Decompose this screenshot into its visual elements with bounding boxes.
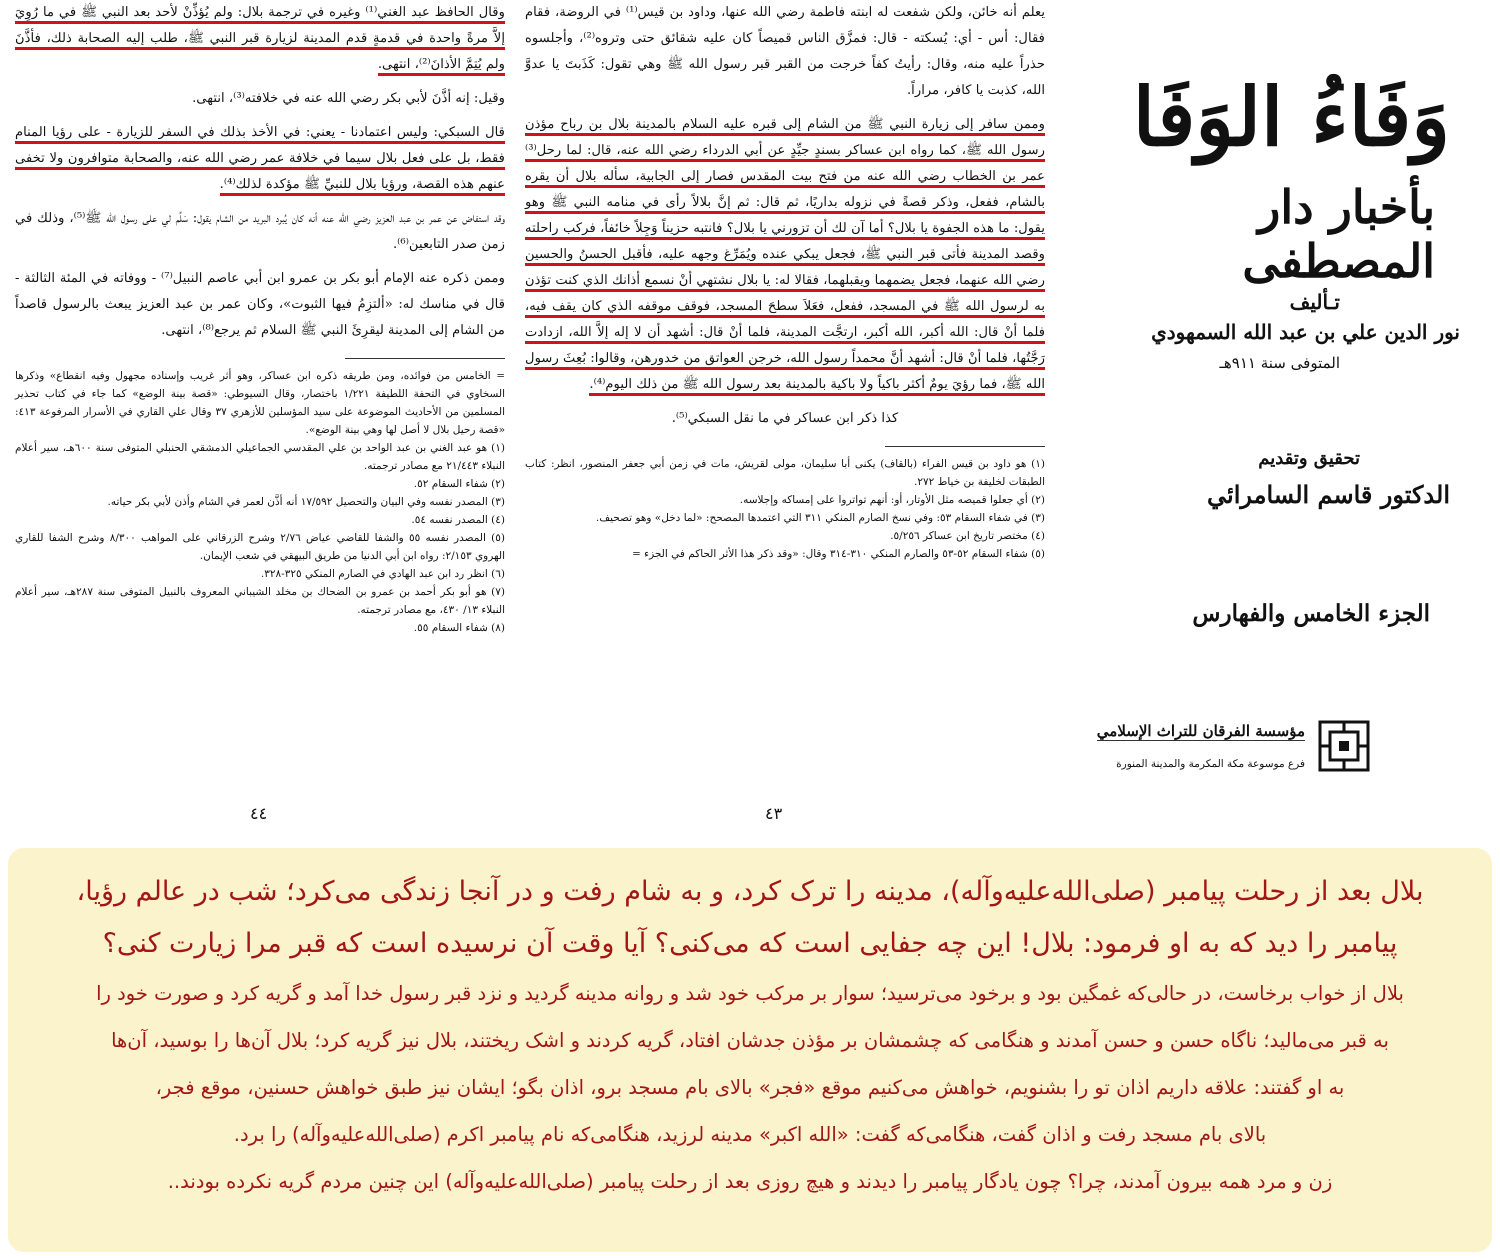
footnote: (٥) شفاء السقام ٥٢-٥٣ والصارم المنكي ٣١٠-٣١٤ وقال: «وقد ذكر هذا الأثر الحاكم في الجزء = [632,548,1045,560]
cover-subtitle: بأخبار دار المصطفى [1242,180,1435,288]
cover-title: وَفَاءُ الوَفَا [1132,70,1450,164]
paragraph-bilal-story: وممن سافر إلى زيارة النبي ﷺ من الشام إلى قبره عليه السلام بالمدينة بلال بن رباح مؤذن رسول الله ﷺ، كما رواه ابن عساكر بسندٍ جيِّدٍ عن أبي الدرداء رضي الله عنه، قال: لما رحل⁽³⁾ عمر بن الخطاب رضي الله عنه من فتح بيت المقدس فصار إلى الجابية، سأله بلال أن يقره بالشام، ففعل، وذكر قصةً في نزوله بداريًا، ثم قال: ثم إنَّ بلالاً رأى في منامه النبي ﷺ وهو يقول: ما هذه الجفوة يا بلال؟ أما آن لك أن تزورني يا بلال؟ فانتبه حزيناً وَجِلاً خائفاً، فركب راحلته وقصد المدينة فأتى قبر النبي ﷺ، فجعل يبكي عنده ويُمَرِّغ وجهه عليه، فأقبل الحسنُ والحسين رضي الله عنهما، فجعل يضمهما ويقبلهما، فقالا له: يا بلال نشتهي أنْ نسمع أذانك الذي كنت تؤذن به لرسول الله ﷺ في المسجد، ففعل، فعَلاَ سطحَ المسجد، فوقف موقفه الذي كان يقف فيه، فلما أنْ قال: الله أكبر، الله أكبر، ارتجَّت المدينة، فلما أنْ قال: أشهد أن لا إله إلاَّ الله، ازدادت رَجَّتُها، فلما أنْ قال: أشهد أنَّ محمداً رسول الله، خرجن العواتق من خدورهن، وقالوا: بُعِثَ رسول الله ﷺ، فما رؤيَ يومٌ أكثر باكياً ولا باكية بالمدينة بعد رسول الله ﷺ من ذلك اليوم⁽⁴⁾. [525,112,1045,398]
translation-line: به او گفتند: علاقه داریم اذان تو را بشنویم، خواهش می‌کنیم موقع «فجر» بالای بام مسجد برو، اذان بگو؛ ایشان نیز طبق خواهش حسنین، موقع فجر، [155,1076,1345,1099]
footnote: (٤) مختصر تاريخ ابن عساكر ٥/٢٥٦. [890,530,1045,542]
translation-line: بلال بعد از رحلت پیامبر (صلی‌الله‌علیه‌وآله)، مدینه را ترک کرد، و به شام رفت و در آنجا زندگی می‌کرد؛ شب در عالم رؤیا، [76,876,1424,907]
paragraph-umar-abdulaziz: وقد استفاض عن عمر بن عبد العزيز رضي الله عنه أنه كان يُبرد البريد من الشام يقول: سَلِّم لي على رسول الله ﷺ⁽⁵⁾، وذلك في زمن صدر التابعين⁽⁶⁾. [15,211,505,252]
paragraph-subki: قال السبكي: وليس اعتمادنا - يعني: في الأخذ بذلك في السفر للزيارة - على رؤيا المنام فقط، بل على فعل بلال سيما في خلافة عمر رضي الله عنه، والصحابة متوافرون ولا تخفى عنهم هذه القصة، ورؤيا بلال للنبيِّ ﷺ مؤكدة لذلك⁽⁴⁾. [15,120,505,198]
footnote: (٣) في شفاء السقام ٥٣: وفي نسخ الصارم المنكي ٣١١ التي اعتمدها المصحح: «لما دخل» وهو تصحيف. [595,512,1045,524]
paragraph-abdulghani: وقال الحافظ عبد الغني⁽¹⁾ وغيره في ترجمة بلال: ولم يُؤذِّنْ لأحد بعد النبي ﷺ في ما رُوِيَ إلاَّ مرةً واحدة في قدمةٍ قدم المدينة لزيارة قبر النبي ﷺ، طلب إليه الصحابة ذلك، فأذَّنَ ولم يُتِمَّ الأذانَ⁽²⁾، انتهى. [15,0,505,78]
editor-label: تحقيق وتقديم [1258,448,1360,469]
footnote: (٨) شفاء السقام ٥٥. [413,622,505,634]
book-cover [1060,0,1490,840]
editor-name: الدكتور قاسم السامرائي [1207,480,1450,509]
paragraph-abubakr: وقيل: إنه أذَّنَ لأبي بكر رضي الله عنه في خلافته⁽³⁾، انتهى. [192,91,505,106]
footnote: (٣) المصدر نفسه وفي البيان والتحصيل ١٧/٥٩٢ أنه أذَّن لعمر في الشام وأذن لأبي بكر حياته. [107,496,505,508]
footnote: (١) هو داود بن قيس الفراء (بالقاف) يكنى أبا سليمان، مولى لقريش، مات في زمن أبي جعفر المنصور، انظر: كتاب الطبقات لخليفة بن خياط ٢٧٢. [525,458,1045,488]
page-number-43: ٤٣ [765,804,783,823]
book-page-44 [15,0,505,840]
footnote: = الخامس من فوائده، ومن طريقه ذكره ابن عساكر، وهو أثر غريب وإسناده مجهول وفيه انقطاع» وذكرها السخاوي في التحفة اللطيفة ١/٢٢١ باختصار، وقال السيوطي: «قصة بينة الوضع» كما جاء في كتاب تحذير المسلمين من الأحاديث الموضوعة على سيد المؤسلين للأزهري ٣٧ وقال علي القاري في الأسرار المرفوعة ٤١٣: «قصة رحيل بلال لا أصل لها وهي بينة الوضع». [15,370,506,436]
book-page-43 [525,0,1045,840]
translation-line: به قبر می‌مالید؛ ناگاه حسن و حسن آمدند و هنگامی که چشمشان بر مؤذن جدشان افتاد، گریه کردند و اشک ریختند، بلال نیز گریه کرد؛ بلال آن‌ها را بوسید، آن‌ها [111,1029,1389,1052]
publisher-logo-icon [1318,720,1370,772]
footnote: (٢) شفاء السقام ٥٢. [413,478,505,490]
translation-line: بلال از خواب برخاست، در حالی‌که غمگین بود و برخود می‌ترسید؛ سوار بر مرکب خود شد و روانه مدینه گردید و نزد قبر رسول خدا آمد و گریه کرد و صورت خود را [96,982,1404,1005]
footnote-separator [885,446,1045,447]
footnote: (٧) هو أبو بكر أحمد بن عمرو بن الضحاك بن مخلد الشيباني المعروف بالنبيل المتوفى سنة ٢٨٧هـ، سير أعلام النبلاء ١٣/ ٤٣٠، مع مصادر ترجمته. [15,586,505,616]
translation-line: بالای بام مسجد رفت و اذان گفت، هنگامی‌که گفت: «الله اکبر» مدینه لرزید، هنگامی‌که نام پیامبر اکرم (صلی‌الله‌علیه‌وآله) را برد. [233,1123,1267,1146]
author-label: تـأليف [1289,290,1340,314]
publisher-branch: فرع موسوعة مكة المكرمة والمدينة المنورة [1116,758,1305,770]
footnote: (٤) المصدر نفسه ٥٤. [411,514,505,526]
page-number-44: ٤٤ [250,804,268,823]
translation-line: زن و مرد همه بیرون آمدند، چرا؟ چون یادگار پیامبر را دیدند و هیچ روزی بعد از رحلت پیامبر (صلی‌الله‌علیه‌وآله) این چنین مردم گریه نکرده بودند.. [167,1170,1333,1193]
author-death: المتوفى سنة ٩١١هـ [1219,354,1340,372]
footnote: (١) هو عبد الغني بن عبد الواحد بن علي المقدسي الجماعيلي الدمشقي الحنبلي المتوفى سنة ٦٠٠هـ، سير أعلام النبلاء ٢١/٤٤٣ مع مصادر ترجمته. [15,442,505,472]
paragraph-dawud: يعلم أنه خائن، ولكن شفعت له ابنته فاطمة رضي الله عنها، وداود بن قيس⁽¹⁾ في الروضة، فقام فقال: أس - أي: يُسكته - قال: فمزَّق الناس قميصاً كان عليه شقائق حتى وتروه⁽²⁾، وأجلسوه حذراً عليه منه، وقال: رأيتُ كفاً خرجت من القبر قبر رسول الله ﷺ وهي تقول: كَذَبتَ يا عدوَّ الله، كذبت يا كافر، مراراً. [525,5,1045,98]
translation-line: پیامبر را دید که به او فرمود: بلال! این چه جفایی است که می‌کنی؟ آیا وقت آن نرسیده است که قبر مرا زیارت کنی؟ [102,928,1398,959]
publisher-name: مؤسسة الفرقان للتراث الإسلامي [1096,722,1305,740]
paragraph-source-note: كذا ذكر ابن عساكر في ما نقل السبكي⁽⁵⁾. [671,411,899,426]
paragraph-abu-asim: وممن ذكره عنه الإمام أبو بكر بن عمرو ابن أبي عاصم النبيل⁽⁷⁾ - ووفاته في المئة الثالثة - قال في مناسك له: «ألتزِمُ فيها الثبوت»، وكان عمر بن عبد العزيز يبعث بالرسول قاصداً من الشام إلى المدينة ليقرِئَ النبي ﷺ السلام ثم يرجع⁽⁸⁾، انتهى. [15,271,505,338]
footnote: (٥) المصدر نفسه ٥٥ والشفا للقاضي عياض ٢/٧٦ وشرح الزرقاني على المواهب ٨/٣٠٠ وشرح الشفا للقاري الهروي ٢/١٥٣: رواه ابن أبي الدنيا من طريق البيهقي في شعب الإيمان. [15,532,506,562]
footnote: (٢) أي جعلوا قميصه مثل الأوتار، أو: أنهم تواتروا على إمساكه وإجلاسه. [739,494,1045,506]
volume-label: الجزء الخامس والفهارس [1192,600,1430,627]
footnote: (٦) انظر رد ابن عبد الهادي في الصارم المنكي ٣٢٥-٣٢٨. [260,568,505,580]
translation-banner [8,848,1492,1252]
footnote-separator [345,358,505,359]
author-name: نور الدين علي بن عبد الله السمهودي [1151,320,1460,344]
